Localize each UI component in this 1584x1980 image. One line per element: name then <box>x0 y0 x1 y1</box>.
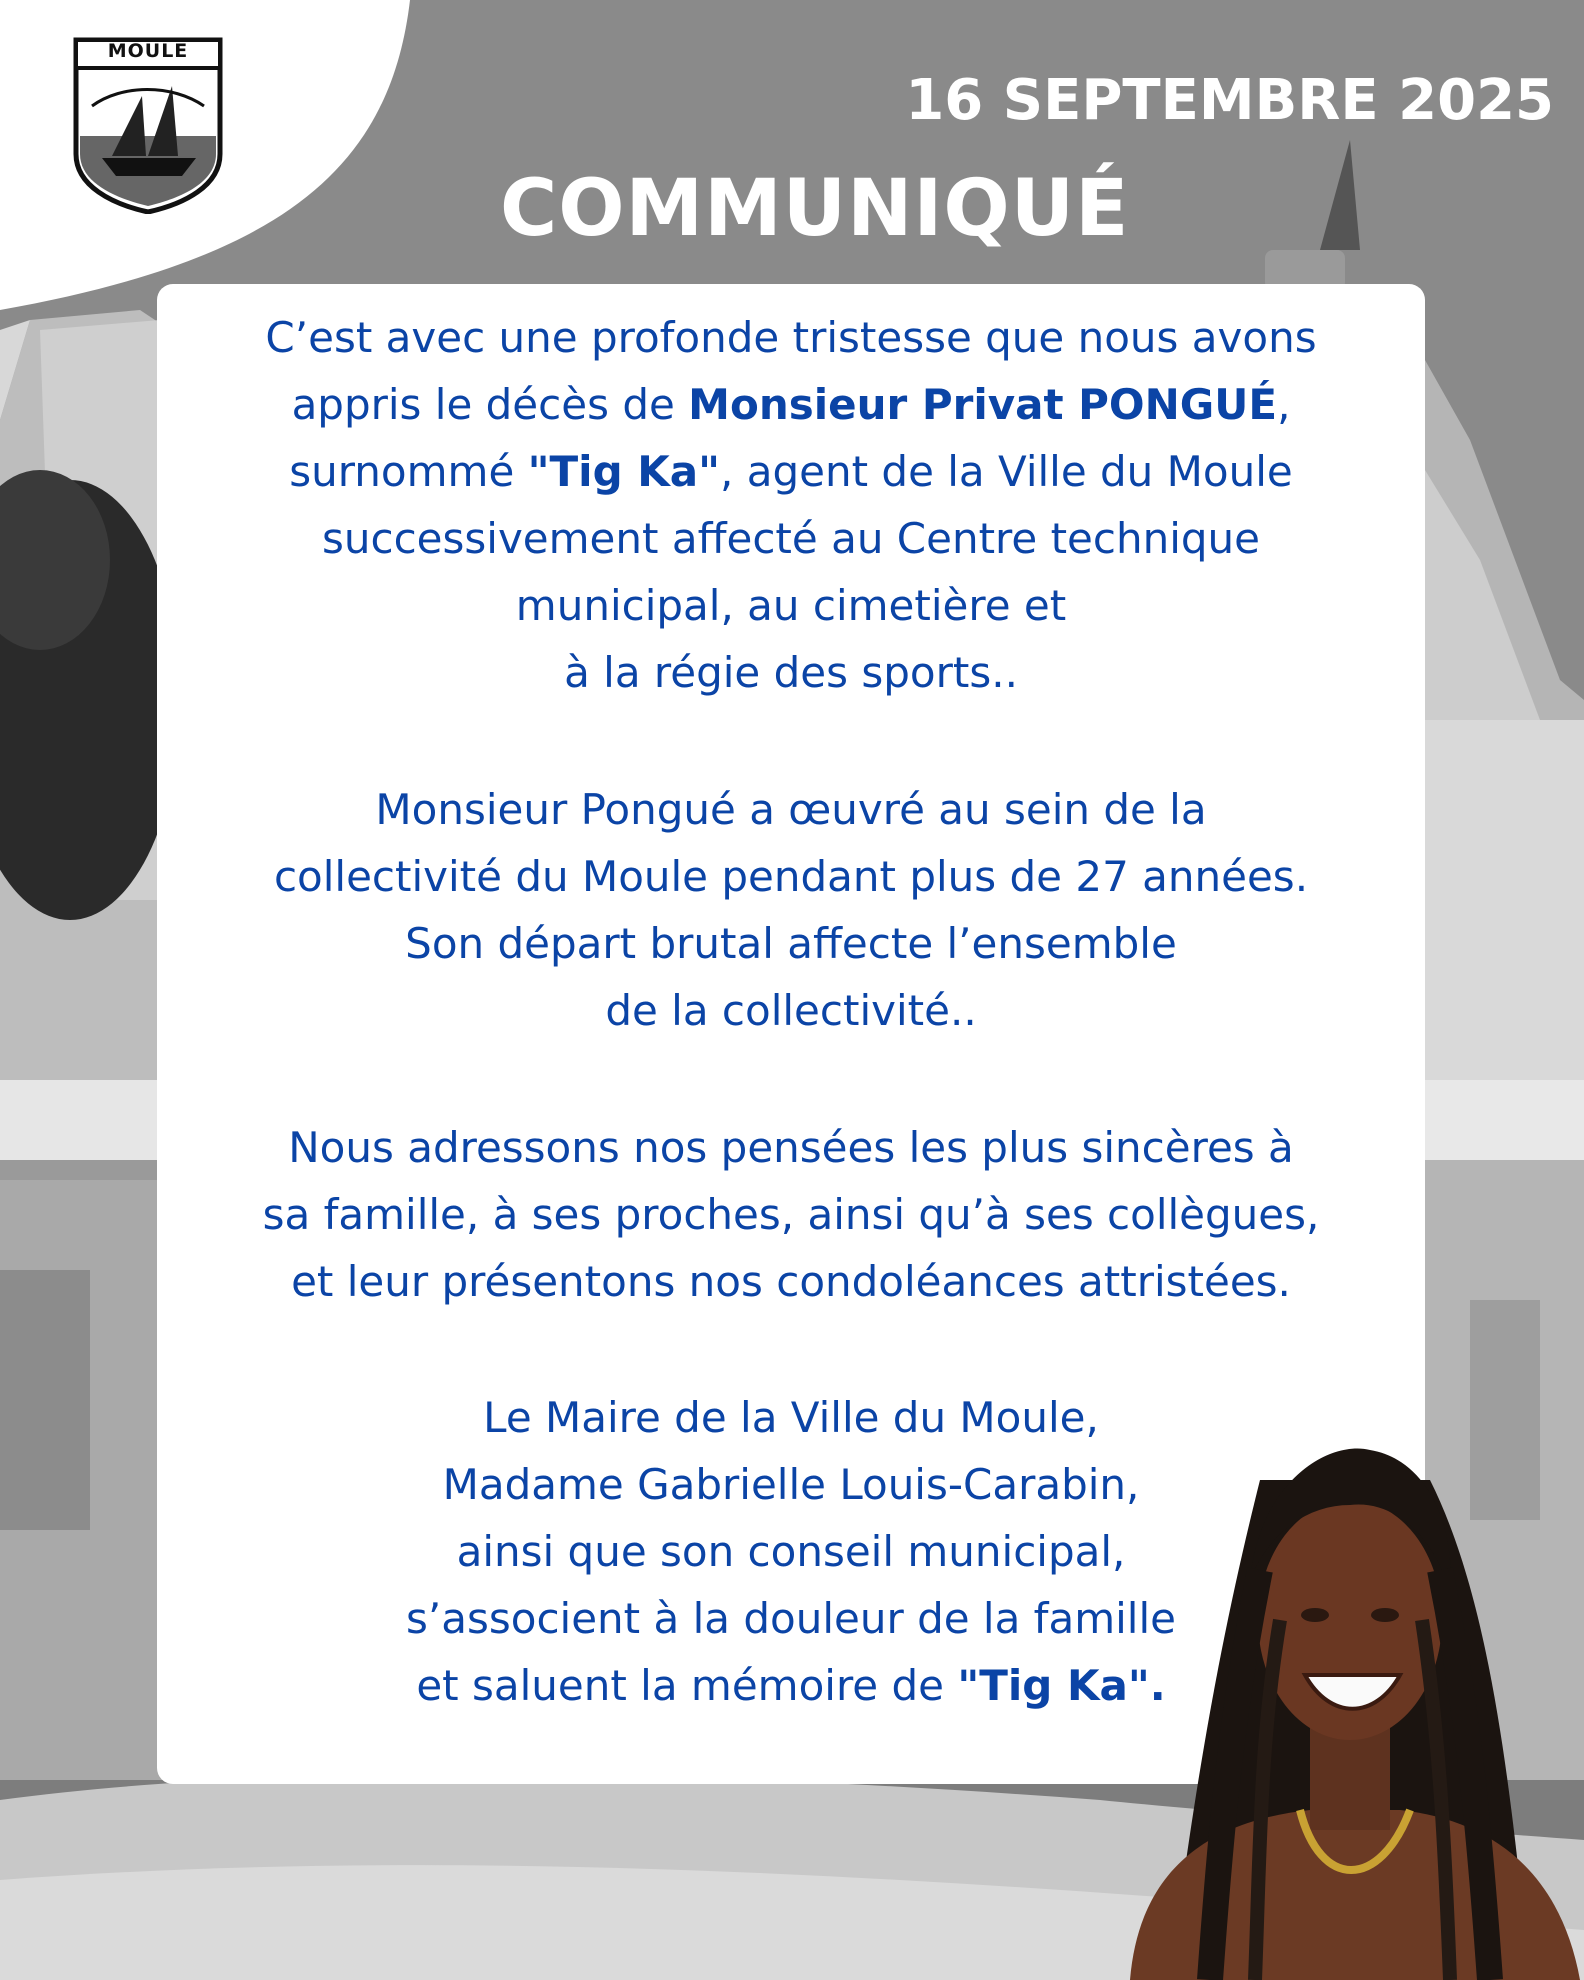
text-fragment: , agent de la Ville du Moule <box>720 447 1293 496</box>
moule-coat-of-arms-logo <box>72 36 224 214</box>
nickname: "Tig Ka". <box>957 1661 1166 1710</box>
text-line: C’est avec une profonde tristesse que nous avons <box>265 313 1317 362</box>
nickname: "Tig Ka" <box>527 447 721 496</box>
paragraph-service <box>157 776 1425 1044</box>
text-line: Monsieur Pongué a œuvré au sein de la <box>375 785 1207 834</box>
text-line: ainsi que son conseil municipal, <box>456 1527 1126 1576</box>
text-line: de la collectivité.. <box>605 986 977 1035</box>
portrait-photo <box>1110 1420 1584 1980</box>
logo-town-name: MOULE <box>107 40 189 62</box>
text-line: Son départ brutal affecte l’ensemble <box>405 919 1177 968</box>
text-line: successivement affecté au Centre technique <box>321 514 1261 563</box>
paragraph-condolences <box>157 1114 1425 1315</box>
page-title: COMMUNIQUÉ <box>500 164 1130 254</box>
deceased-name: Monsieur Privat PONGUÉ <box>688 380 1278 429</box>
text-line: collectivité du Moule pendant plus de 27 années. <box>273 852 1309 901</box>
text-line: municipal, au cimetière et <box>515 581 1067 630</box>
text-line: Madame Gabrielle Louis-Carabin, <box>442 1460 1140 1509</box>
text-fragment: et saluent la mémoire de <box>416 1661 958 1710</box>
text-fragment: , <box>1277 380 1291 429</box>
paragraph-announcement <box>157 304 1425 706</box>
text-line <box>157 438 1425 505</box>
text-line: à la régie des sports.. <box>564 648 1018 697</box>
shield-icon <box>72 36 224 214</box>
text-line: Le Maire de la Ville du Moule, <box>483 1393 1099 1442</box>
text-line <box>157 371 1425 438</box>
text-line: et leur présentons nos condoléances attristées. <box>291 1257 1291 1306</box>
text-line: sa famille, à ses proches, ainsi qu’à ses collègues, <box>262 1190 1320 1239</box>
text-line: s’associent à la douleur de la famille <box>406 1594 1176 1643</box>
communique-date: 16 SEPTEMBRE 2025 <box>905 68 1554 133</box>
text-fragment: surnommé <box>289 447 528 496</box>
text-line: Nous adressons nos pensées les plus sincères à <box>288 1123 1294 1172</box>
text-fragment: appris le décès de <box>291 380 689 429</box>
